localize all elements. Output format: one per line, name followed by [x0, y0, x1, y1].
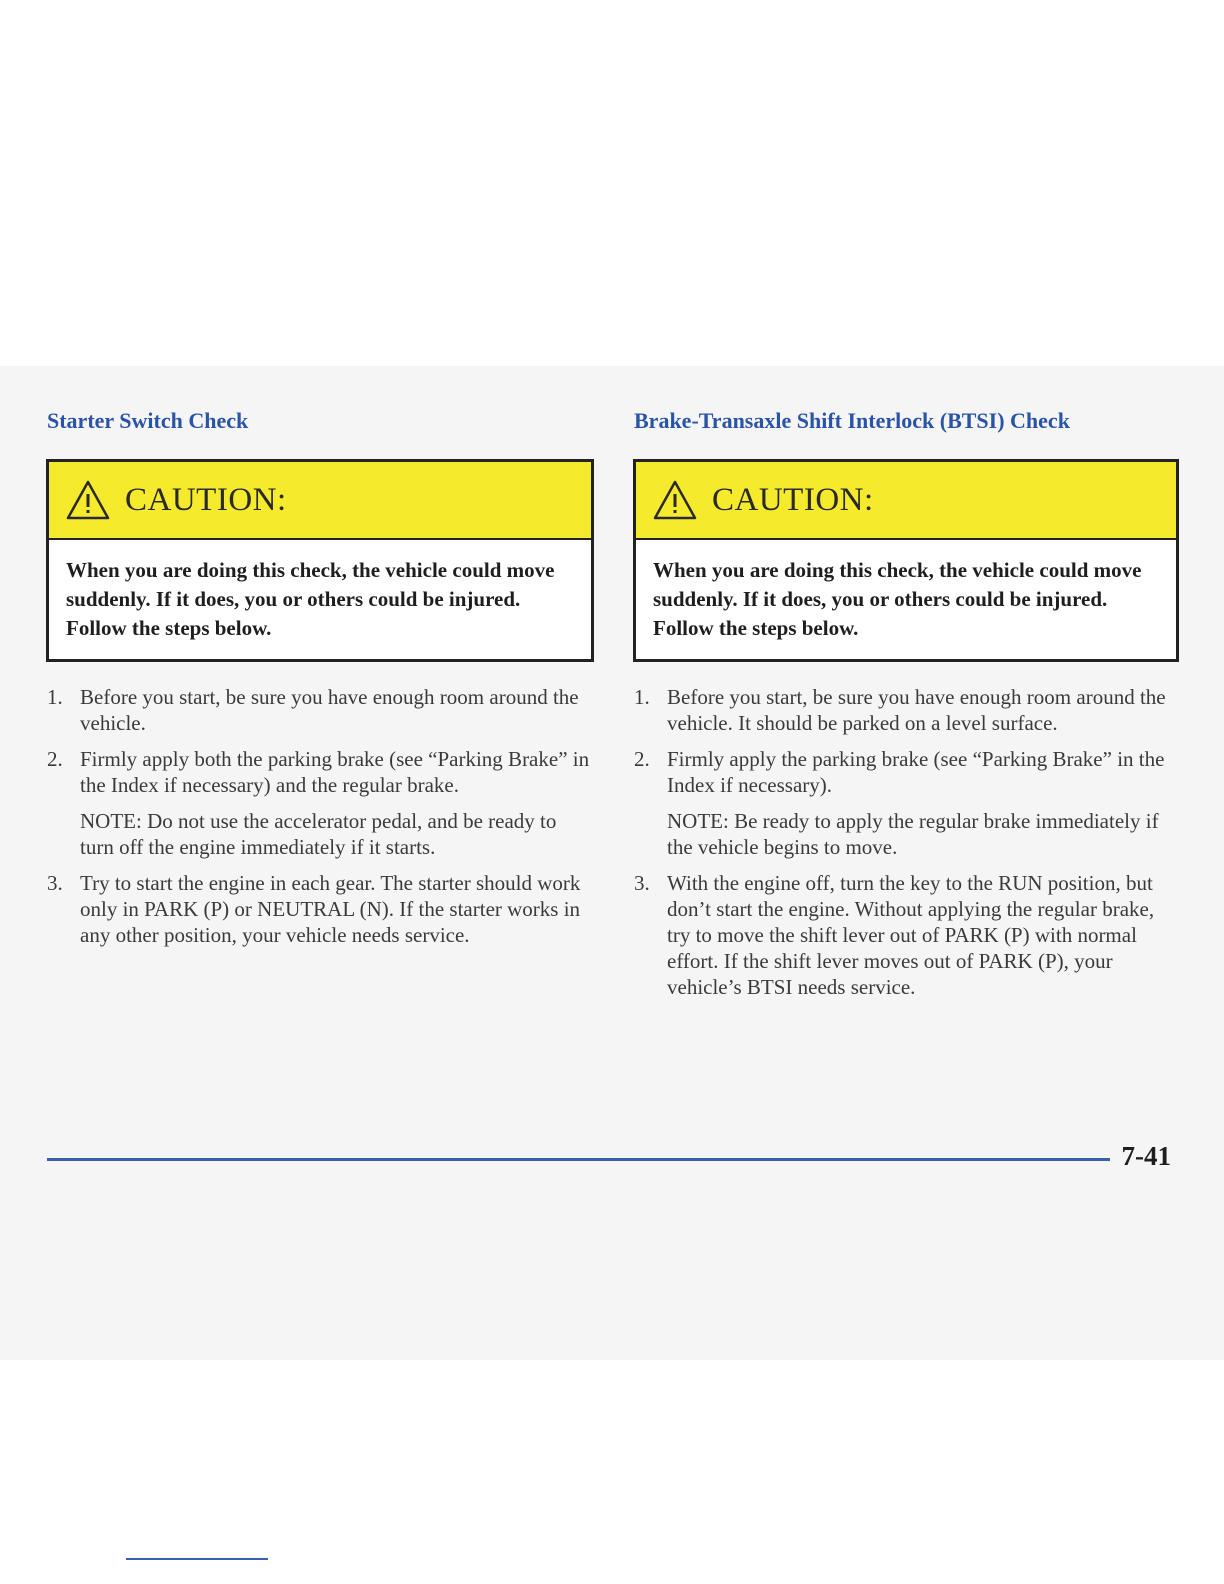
- caution-header: [49, 462, 591, 540]
- warning-triangle-icon: [652, 479, 698, 521]
- caution-text: When you are doing this check, the vehicle could move suddenly. If it does, you or others could be injured. Follow the steps below.: [653, 558, 1142, 640]
- list-item: 1. Before you start, be sure you have enough room around the vehicle. It should be parked on a level surface.: [634, 685, 1166, 735]
- caution-box-left: [46, 459, 594, 662]
- list-item: 3. With the engine off, turn the key to the RUN position, but don’t start the engine. Without applying the regular brake, try to move the shift lever out of PARK (P) with normal effort. If the shift lever moves out of PARK (P), your vehicle’s BTSI needs service.: [634, 871, 1155, 999]
- warning-triangle-icon: [65, 479, 111, 521]
- step-note: NOTE: Be ready to apply the regular brake immediately if the vehicle begins to move.: [667, 809, 1159, 859]
- caution-header: [636, 462, 1176, 540]
- caution-title: CAUTION:: [125, 481, 287, 518]
- section-heading-btsi: Brake-Transaxle Shift Interlock (BTSI) Check: [634, 408, 1070, 433]
- list-item: 1. Before you start, be sure you have enough room around the vehicle.: [47, 685, 579, 735]
- caution-text: When you are doing this check, the vehicle could move suddenly. If it does, you or others could be injured. Follow the steps below.: [66, 558, 555, 640]
- section-heading-starter-switch: Starter Switch Check: [47, 408, 249, 433]
- step-note: NOTE: Do not use the accelerator pedal, and be ready to turn off the engine immediately if it starts.: [80, 809, 557, 859]
- caution-box-right: [633, 459, 1179, 662]
- list-item: 3. Try to start the engine in each gear. The starter should work only in PARK (P) or NEUTRAL (N). If the starter works in any other position, your vehicle needs service.: [47, 871, 581, 947]
- page-number: 7-41: [1121, 1141, 1171, 1171]
- steps-list-right: [634, 684, 1178, 1010]
- bottom-rule: [126, 1558, 268, 1560]
- list-item: 2. Firmly apply the parking brake (see “Parking Brake” in the Index if necessary). NOTE: Be ready to apply the regular brake immediately if the vehicle begins to move.: [634, 746, 1178, 860]
- caution-title: CAUTION:: [712, 481, 874, 518]
- footer-rule: [47, 1158, 1110, 1161]
- list-item: 2. Firmly apply both the parking brake (see “Parking Brake” in the Index if necessary) and the regular brake. NOTE: Do not use the accelerator pedal, and be ready to turn off the engine immediately if it starts.: [47, 746, 595, 860]
- steps-list-left: [47, 684, 595, 958]
